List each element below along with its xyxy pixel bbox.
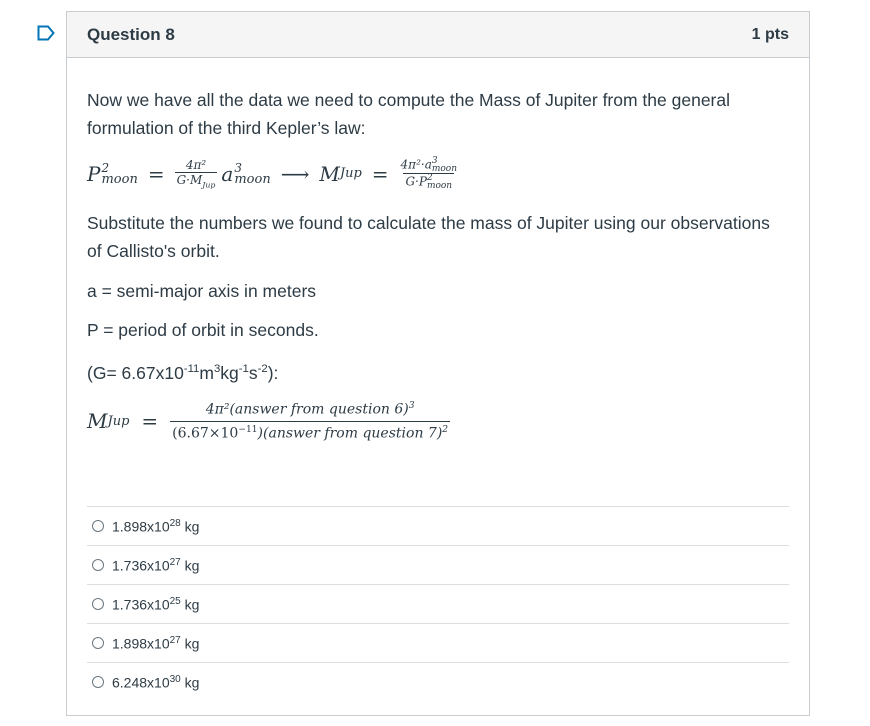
question-points: 1 pts xyxy=(751,25,789,43)
formula-arrow: ⟶ xyxy=(280,161,310,186)
formula-m: M xyxy=(319,161,340,186)
question-header xyxy=(67,12,809,58)
a-definition: a = semi-major axis in meters xyxy=(87,281,317,301)
answer-list xyxy=(87,506,789,701)
radio-button-icon[interactable] xyxy=(92,598,104,610)
radio-button-icon[interactable] xyxy=(92,520,104,532)
radio-button-icon[interactable] xyxy=(92,559,104,571)
formula-eq: = xyxy=(147,161,165,186)
formula-m-sub: Jup xyxy=(339,166,362,181)
mass-formula-m: M xyxy=(87,409,108,434)
formula-a-sub: moon xyxy=(234,171,271,187)
formula-den1-sub: Jup xyxy=(202,180,216,190)
formula-p-sup: 2 xyxy=(101,160,110,175)
answer-label: $6.248x10^{30}$ kg xyxy=(112,673,200,691)
formula-den1: G·M xyxy=(176,172,203,187)
formula-a: a xyxy=(221,161,234,186)
answer-option-3[interactable] xyxy=(87,584,789,623)
formula-den2-sup: 2 xyxy=(426,173,433,183)
p-definition: P = period of orbit in seconds. xyxy=(87,320,319,340)
formula-p-sub: moon xyxy=(101,171,138,187)
formula-num2-sup: 3 xyxy=(431,156,438,166)
mass-formula-eq: = xyxy=(141,409,159,434)
question-title: Question 8 xyxy=(87,24,175,44)
radio-button-icon[interactable] xyxy=(92,637,104,649)
question-card xyxy=(66,11,810,716)
formula-den2: G·P xyxy=(405,174,427,189)
answer-label: $1.898x10^{27}$ kg xyxy=(112,634,200,652)
answer-option-5[interactable] xyxy=(87,662,789,701)
g-definition: $(G= 6.67x10^{-11}m^3kg^{-1}s^{-2})$: xyxy=(87,362,279,383)
kepler-formula xyxy=(87,157,459,190)
formula-p: P xyxy=(87,161,101,186)
intro-text: Now we have all the data we need to compute the Mass of Jupiter from the general formulation of the third Kepler’s law: xyxy=(87,90,730,138)
answer-label: $1.736x10^{27}$ kg xyxy=(112,556,200,574)
mass-formula-den: (6.67×10 xyxy=(172,425,239,442)
formula-a-sup: 3 xyxy=(234,160,242,175)
formula-num1: 4π² xyxy=(185,157,207,172)
answer-option-1[interactable] xyxy=(87,506,789,545)
radio-button-icon[interactable] xyxy=(92,676,104,688)
substitute-text: Substitute the numbers we found to calculate the mass of Jupiter using our observations of Callisto's orbit. xyxy=(87,213,770,261)
flag-question-icon[interactable] xyxy=(37,25,55,41)
answer-option-4[interactable] xyxy=(87,623,789,662)
formula-num2: 4π²·a xyxy=(400,157,432,172)
mass-formula: M Jup = $\frac{4\pi^2(answer from question 6)^3}{(6.67\times 10^{-11})(answer from question 7)^2}$ xyxy=(87,401,449,442)
mass-formula-m-sub: Jup xyxy=(107,413,130,429)
formula-eq2: = xyxy=(371,161,389,186)
answer-label: $1.736x10^{25}$ kg xyxy=(112,595,200,613)
answer-label: $1.898x10^{28}$ kg xyxy=(112,517,200,535)
mass-formula-num: 4π²(answer from question 6) xyxy=(205,401,409,418)
answer-option-2[interactable] xyxy=(87,545,789,584)
formula-num2-sub: moon xyxy=(431,164,458,174)
formula-den2-sub: moon xyxy=(426,181,453,191)
